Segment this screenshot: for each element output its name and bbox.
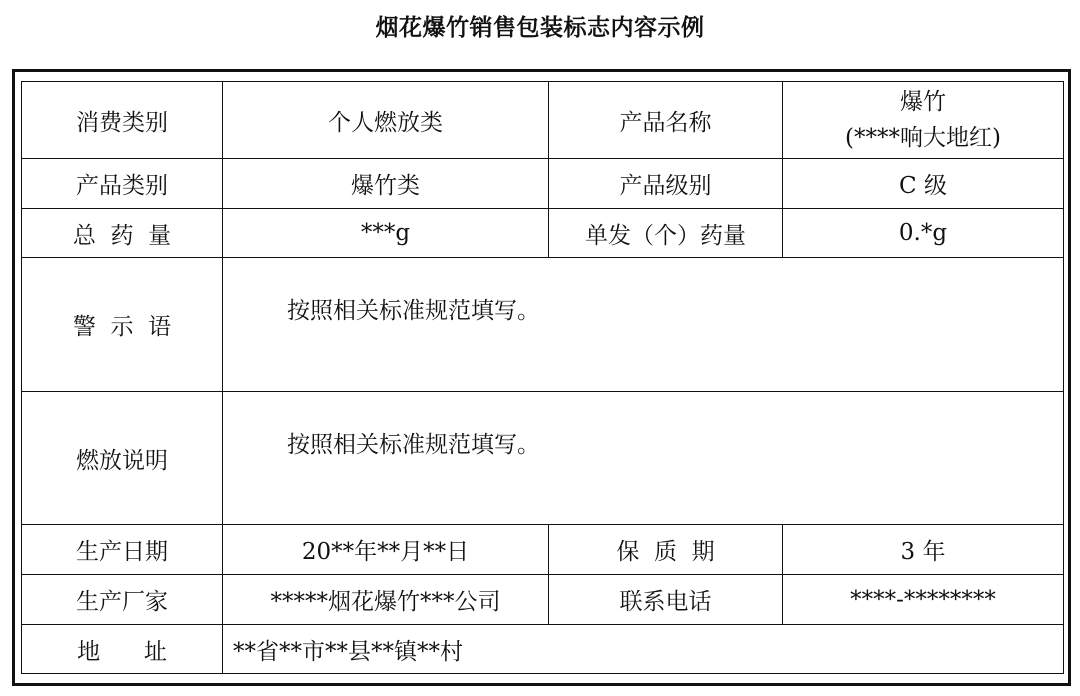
contact-phone-label: 联系电话 [549, 575, 783, 625]
contact-phone-value: ****-******** [783, 575, 1064, 625]
table-row [22, 575, 1064, 625]
manufacturer-value: *****烟花爆竹***公司 [223, 575, 549, 625]
table-row [22, 625, 1064, 674]
product-grade-value: C 级 [783, 159, 1064, 209]
product-name-label: 产品名称 [549, 82, 783, 159]
consumer-category-label: 消费类别 [22, 82, 223, 159]
product-category-value: 爆竹类 [223, 159, 549, 209]
address-label: 地 址 [22, 625, 223, 674]
product-name-line1: 爆竹 [900, 89, 946, 115]
ignition-instructions-value: 按照相关标准规范填写。 [223, 392, 1064, 525]
table-row [22, 82, 1064, 159]
warning-value: 按照相关标准规范填写。 [223, 258, 1064, 392]
single-shot-charge-value: 0.*g [783, 209, 1064, 258]
single-shot-charge-label: 单发（个）药量 [549, 209, 783, 258]
shelf-life-label: 保 质 期 [549, 525, 783, 575]
total-charge-value: ***g [223, 209, 549, 258]
total-charge-label: 总 药 量 [22, 209, 223, 258]
label-content-table [21, 81, 1064, 674]
table-row [22, 525, 1064, 575]
product-name-line2: (****响大地红) [845, 125, 1001, 151]
ignition-instructions-label: 燃放说明 [22, 392, 223, 525]
table-row [22, 392, 1064, 525]
shelf-life-value: 3 年 [783, 525, 1064, 575]
product-grade-label: 产品级别 [549, 159, 783, 209]
address-value: **省**市**县**镇**村 [223, 625, 1064, 674]
production-date-label: 生产日期 [22, 525, 223, 575]
table-row [22, 258, 1064, 392]
product-name-value [783, 82, 1064, 159]
product-category-label: 产品类别 [22, 159, 223, 209]
production-date-value: 20**年**月**日 [223, 525, 549, 575]
manufacturer-label: 生产厂家 [22, 575, 223, 625]
table-row [22, 209, 1064, 258]
page-title: 烟花爆竹销售包装标志内容示例 [375, 15, 705, 41]
consumer-category-value: 个人燃放类 [223, 82, 549, 159]
warning-label: 警 示 语 [22, 258, 223, 392]
table-row [22, 159, 1064, 209]
